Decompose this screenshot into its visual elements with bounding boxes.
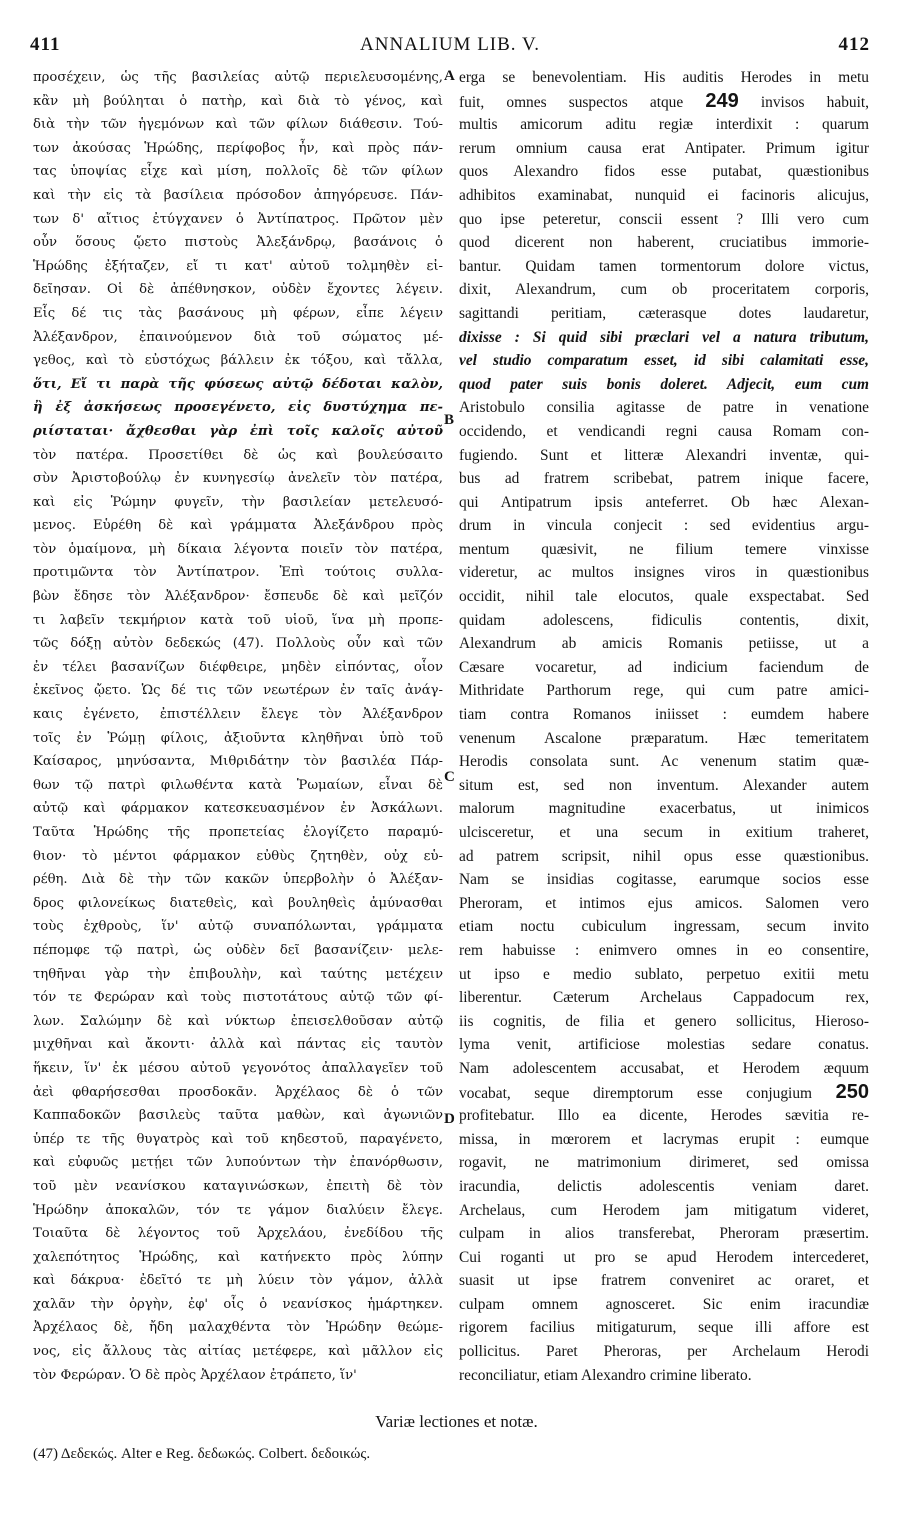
greek-line: τας ὑποψίας εἶχε καὶ μίση, πολλοῖς δὲ τῶν φίλων xyxy=(33,164,443,180)
running-header xyxy=(30,34,870,60)
greek-line: ἐκεῖνος ᾤετο. Ὡς δέ τις τῶν νεωτέρων ἐν ταῖς ἀνάγ- xyxy=(33,683,443,699)
latin-line: reconciliatur, etiam Alexandro crimine liberato. xyxy=(459,1366,752,1384)
latin-line: quod dicerent non haberent, cruciatibus immorie- xyxy=(459,234,869,252)
latin-line: culpam in alios transferebat, Pheroram præsertim. xyxy=(459,1225,869,1243)
greek-line: Ἡρώδην ἀποκαλῶν, τόν τε γάμον διαλύειν ἔλεγε. xyxy=(33,1202,443,1218)
greek-line: ὅτι, Εἴ τι παρὰ τῆς φύσεως αὐτῷ δέδοται καλὸν, xyxy=(33,376,443,392)
greek-line: καὶ εὐφυῶς μετῄει τῶν λυπούντων τὴν ἐπανόρθωσιν, xyxy=(33,1155,443,1171)
latin-line: rigorem facilius mitigaturum, seque illi affore est xyxy=(459,1319,869,1337)
greek-line: χαλᾶν τὴν ὀργὴν, ἐφ' οἷς ὁ νεανίσκος ἡμάρτηκεν. xyxy=(33,1296,443,1312)
latin-line: lyma venit, artificiose molestias sedare conatus. xyxy=(459,1036,869,1054)
latin-column xyxy=(459,66,869,1387)
margin-letter-a: A xyxy=(444,68,455,84)
notes-heading: Variæ lectiones et notæ. xyxy=(375,1412,538,1431)
latin-line-text: vocabat, seque diremptorum esse conjugium xyxy=(459,1084,836,1102)
greek-line: Καίσαρος, μηνύσαντα, Μιθριδάτην τὸν βασιλέα Πάρ- xyxy=(33,754,443,770)
latin-line: Aristobulo consilia agitasse de patre in venatione xyxy=(459,399,869,417)
latin-line: quidam adolescens, fidiculis contentis, dixit, xyxy=(459,611,869,629)
greek-line: τόν τε Φερώραν καὶ τοὺς πιστοτάτους αὐτῷ τῶν φί- xyxy=(33,990,443,1006)
latin-line xyxy=(459,90,869,114)
greek-line: προσέχειν, ὡς τῆς βασιλείας αὐτῷ περιελευσομένης, xyxy=(33,70,443,85)
greek-line: Ἀρχέλαος δὲ, ἤδη μαλαχθέντα τὸν Ἡρώδην θεώμε- xyxy=(33,1320,443,1336)
latin-line: quo ipse peteretur, conscii essent ? Illi vero cum xyxy=(459,210,869,228)
latin-line: dixit, Alexandrum, cum ob proceritatem corporis, xyxy=(459,281,869,299)
margin-letter-d: D xyxy=(444,1111,455,1127)
greek-line: Εἷς δέ τις τὰς βασάνους μὴ φέρων, εἶπε λέγειν xyxy=(33,305,443,321)
latin-line: bantur. Quidam tamen tormentorum dolore victus, xyxy=(459,257,869,275)
greek-line: θιον· τὸ μέντοι φάρμακον εὐθὺς ζητηθὲν, οὐχ εὑ- xyxy=(33,848,443,864)
latin-line: vel studio comparatum esset, id sibi calamitati esse, xyxy=(459,352,869,370)
greek-line: Ἀλέξανδρον, ἐπαινούμενον διὰ τοῦ σώματος μέ- xyxy=(33,329,443,345)
greek-line: ριίσταται· ἄχθεσθαι γὰρ ἐπὶ τοῖς καλοῖς αὐτοῦ xyxy=(33,423,443,439)
greek-line: καὶ τὴν εἰς τὰ βασίλεια πρόσοδον ἀπηγόρευσε. Πάν- xyxy=(33,187,443,203)
latin-line: videretur, ac multos insignes viros in quæstionibus xyxy=(459,564,869,582)
latin-line: quod pater suis bonis doleret. Adjecit, eum cum xyxy=(459,375,869,393)
marginal-page-number: 250 xyxy=(835,1080,869,1103)
greek-line: διὰ τὴν τῶν ἡγεμόνων καὶ τῶν φίλων διάθεσιν. Τού- xyxy=(33,117,443,133)
latin-line: bus ad fratrem scribebat, patrem inique facere, xyxy=(459,470,869,488)
greek-line: ἢ ἐξ ἀσκήσεως προσεγένετο, εἰς δυστύχημα πε- xyxy=(33,400,443,416)
greek-line: χαλεπότητος Ἡρώδης, καὶ κατήνεκτο πρὸς λύπην xyxy=(33,1249,443,1265)
greek-line: σὺν Ἀριστοβούλῳ ἐν κυνηγεσίῳ ἀνελεῖν τὸν πατέρα, xyxy=(33,471,443,487)
latin-line: iis cognitis, de filia et genero sollicitus, Hieroso- xyxy=(459,1012,869,1030)
greek-column xyxy=(33,66,443,1387)
latin-line: dixisse : Si quid sibi præclari vel a natura tributum, xyxy=(459,328,869,346)
latin-line: Mithridate Parthorum rege, qui cum patre amici- xyxy=(459,682,869,700)
greek-line: μενος. Εὑρέθη δὲ καὶ γράμματα Ἀλεξάνδρου πρὸς xyxy=(33,518,443,534)
greek-line: Καππαδοκῶν βασιλεὺς ταῦτα μαθὼν, καὶ ἀγωνιῶν xyxy=(33,1108,443,1124)
latin-line: venenum Ascalone præparatum. Hæc temeritatem xyxy=(459,729,869,747)
running-title: ANNALIUM LIB. V. xyxy=(360,34,540,55)
greek-line: δεῖησαν. Οἱ δὲ ἀπέθνησκον, οὐδὲν ἔχοντες λέγειν. xyxy=(33,282,443,298)
marginal-page-number: 249 xyxy=(705,89,739,112)
greek-line: τοῖς ἐν Ῥώμῃ φίλοις, ἀξιοῦντα κληθῆναι ὑπὸ τοῦ xyxy=(33,730,443,746)
greek-line: Ἡρώδης ἐξήταζεν, εἴ τι κατ' αὐτοῦ τολμηθὲν εἰ- xyxy=(33,258,443,274)
greek-line: καὶ δάκρυα· ἐδεῖτό τε μὴ λύειν τὸν γάμον, ἀλλὰ xyxy=(33,1273,443,1289)
latin-line: ulcisceretur, et una secum in exitium traheret, xyxy=(459,824,869,841)
latin-line: adhibitos examinabat, nunquid ei facinoris alicujus, xyxy=(459,186,869,204)
margin-letter-b: B xyxy=(444,412,455,428)
greek-line: τὸν Φερώραν. Ὁ δὲ πρὸς Ἀρχέλαον ἐτράπετο, ἵν' xyxy=(33,1367,357,1383)
greek-line: ὑπέρ τε τῆς θυγατρὸς καὶ τοῦ κηδεστοῦ, παραγένετο, xyxy=(33,1131,443,1147)
greek-line: των ἀκούσας Ἡρώδης, περίφοβος ἦν, καὶ πρὸς πάν- xyxy=(33,140,443,156)
latin-line: qui Antipatrum ipsis anteferret. Ob hæc Alexan- xyxy=(459,493,869,511)
greek-line: τοὺς ἐχθροὺς, ἵν' αὐτῷ συναπόλωνται, γράμματα xyxy=(33,919,443,935)
latin-line: Pheroram, et intimos ejus amicos. Salomen vero xyxy=(459,894,869,912)
latin-line: Herodis consolata sunt. Ac venenum statim quæ- xyxy=(459,753,869,771)
latin-line: rerum omnium causa erat Antipater. Primum igitur xyxy=(459,139,869,157)
latin-line-text: fuit, omnes suspectos atque xyxy=(459,93,706,111)
latin-line: occidendo, et vendicandi regni causa Romam con- xyxy=(459,422,869,440)
latin-line: situm est, sed non inventum. Alexander autem xyxy=(459,776,869,794)
latin-line: rem habuisse : enimvero omnes in eo consentire, xyxy=(459,941,869,959)
page-number-left: 411 xyxy=(30,34,61,55)
latin-line: occidit, nihil tale elocutos, quale exspectabat. Sed xyxy=(459,588,869,606)
greek-line: αὐτῷ καὶ φάρμακον κατεσκευασμένον ἐν Ἀσκάλωνι. xyxy=(33,801,443,817)
latin-line: quos Alexandro fidos esse putabat, quæstionibus xyxy=(459,163,869,181)
greek-line: προτιμῶντα τὸν Ἀντίπατρον. Ἐπὶ τούτοις συλλα- xyxy=(33,565,443,581)
greek-line: Ταῦτα Ἡρώδης τῆς προπετείας ἐλογίζετο παραμύ- xyxy=(33,825,443,840)
latin-line: Cui roganti ut pro se apud Herodem intercederet, xyxy=(459,1248,869,1266)
latin-line: pollicitus. Paret Pheroras, per Archelaum Herodi xyxy=(459,1343,869,1361)
latin-line: multis amicorum aditu regiæ interdixit : quarum xyxy=(459,116,869,134)
latin-line: sagittandi peritiam, cæterasque dotes laudaretur, xyxy=(459,304,869,322)
latin-line: iracundia, delictis adolescentis veniam daret. xyxy=(459,1177,869,1195)
greek-line: γεθος, καὶ τὸ εὐστόχως βάλλειν ἐκ τόξου, καὶ τἄλλα, xyxy=(33,353,443,369)
greek-line: των δ' αἴτιος ἐτύγχανεν ὁ Ἀντίπατρος. Πρῶτον μὲν xyxy=(33,211,443,227)
greek-line: ἀεὶ φθαρήσεσθαι προσδοκᾶν. Ἀρχέλαος δὲ ὁ τῶν xyxy=(33,1084,443,1100)
greek-line: τοῦ μὲν νεανίσκου καταγινώσκων, ἐπειτὴ δὲ τὸν xyxy=(33,1178,443,1194)
latin-line xyxy=(459,1081,869,1105)
latin-line: ad patrem scripsit, nihil opus esse quæstionibus. xyxy=(459,847,869,865)
greek-line: ρέθη. Διὰ δὲ τὴν τῶν κακῶν ὑπερβολὴν ὁ Ἀλέξαν- xyxy=(33,872,443,888)
latin-line: Cæsare vocaretur, ad indicium faciendum de xyxy=(459,658,869,676)
greek-line: μιχθῆναι καὶ ἄκοντι· ἀλλὰ καὶ πάντας εἰς ταυτὸν xyxy=(33,1037,443,1053)
latin-line: malorum magnitudine exacerbatus, ut inimicos xyxy=(459,800,869,818)
latin-line: ut ipso e medio sublato, perpetuo exitii metu xyxy=(459,965,869,983)
greek-line: βὼν ἔδησε τὸν Ἀλέξανδρον· ἔσπευδε δὲ καὶ μεῖζόν xyxy=(33,589,443,605)
latin-line: suasit ut ipse fratrem conveniret ac oraret, et xyxy=(459,1272,869,1290)
latin-line: Nam se insidias cogitasse, earumque socios esse xyxy=(459,871,869,889)
latin-line: Archelaus, cum Herodem jam mitigatum videret, xyxy=(459,1201,869,1219)
margin-letter-c: C xyxy=(444,769,455,785)
notes-line: (47) Δεδεκώς. Alter e Reg. δεδωκώς. Colbert. δεδοικώς. xyxy=(33,1446,371,1462)
latin-line: profitebatur. Illo ea dicente, Herodes sævitia re- xyxy=(459,1107,869,1125)
greek-line: τι λαβεῖν τεκμήριον κατὰ τοῦ υἱοῦ, ἵνα μὴ προπε- xyxy=(33,612,443,628)
latin-line: fugiendo. Sunt et litteræ Alexandri inventæ, qui- xyxy=(459,446,869,464)
greek-line: οὖν ὅσους ᾤετο πιστοὺς Ἀλεξάνδρῳ, βασάνοις ὁ xyxy=(33,235,443,251)
latin-line: drum in vincula conjecit : sed evidentius argu- xyxy=(459,517,869,535)
latin-line: Alexandrum ab amicis Romanis petiisse, ut a xyxy=(459,635,869,653)
latin-line-text: invisos habuit, xyxy=(738,93,869,111)
greek-line: ἥκειν, ἵν' ἐκ μέσου αὐτοῦ γεγονότος ἀπαλλαγεῖεν τοῦ xyxy=(33,1060,443,1076)
greek-line: Τοιαῦτα δὲ λέγοντος τοῦ Ἀρχελάου, ἐνεδίδου τῆς xyxy=(33,1226,443,1242)
greek-line: λων. Σαλώμην δὲ καὶ νύκτωρ ἐπεισελθοῦσαν αὐτῷ xyxy=(33,1013,443,1029)
greek-line: τηθῆναι γὰρ τὴν ἐπιβουλὴν, καὶ ταύτης μετέχειν xyxy=(33,966,443,982)
greek-line: πέπομφε τῷ πατρὶ, ὡς οὐδὲν δεῖ βασανίζειν· μελε- xyxy=(33,942,443,958)
greek-line: καις ἐγένετο, ἐπιστέλλειν ἔλεγε τὸν Ἀλέξανδρον xyxy=(33,707,443,723)
latin-line: liberentur. Cæterum Archelaus Cappadocum rex, xyxy=(459,989,869,1007)
latin-line: Nam adolescentem accusabat, et Herodem æquum xyxy=(459,1059,869,1077)
greek-line: νος, εἰς ἄλλους τὰς αἰτίας μετέφερε, καὶ μᾶλλον εἰς xyxy=(33,1344,443,1360)
greek-line: τῶς δόξῃ αὐτὸν δεδεκώς (47). Πολλοὺς οὖν καὶ τῶν xyxy=(33,636,443,652)
latin-line: erga se benevolentiam. His auditis Herodes in metu xyxy=(459,69,869,86)
page-number-right: 412 xyxy=(838,34,870,55)
latin-line: culpam omnem agnosceret. Sic enim iracundiæ xyxy=(459,1295,869,1313)
greek-line: θων τῷ πατρὶ φιλωθέντα κατὰ Ῥωμαίων, εἶναι δὲ xyxy=(33,777,443,793)
greek-line: κἂν μὴ βούληται ὁ πατὴρ, καὶ διὰ τὸ γένος, καὶ xyxy=(33,93,443,109)
greek-line: τὸν ὁμαίμονα, μὴ δίκαια λέγοντα ποιεῖν τὸν πατέρα, xyxy=(33,541,443,557)
latin-line: rogavit, ne matrimonium dirimeret, sed omissa xyxy=(459,1154,869,1172)
latin-line: missa, in mœrorem et lacrymas erupit : eumque xyxy=(459,1130,869,1148)
greek-line: δρος φιλονείκως διατεθεὶς, καὶ βουληθεὶς ἀμύνασθαι xyxy=(33,895,443,911)
latin-line: mentum quæsivit, ne filium temere vinxisse xyxy=(459,540,869,558)
greek-line: τὸν πατέρα. Προσετίθει δὲ ὡς καὶ βουλεύσαιτο xyxy=(33,447,443,463)
latin-line: tiam contra Romanos iniisset : eumdem habere xyxy=(459,706,869,724)
greek-line: καὶ εἰς Ῥώμην φυγεῖν, τὴν βασιλείαν μετελευσό- xyxy=(33,494,443,510)
latin-line: etiam noctu cubiculum ingressam, secum invito xyxy=(459,918,869,936)
greek-line: ἐν τέλει βασανίζων διέφθειρε, μηδὲν εἰπόντας, οἷον xyxy=(33,659,443,675)
